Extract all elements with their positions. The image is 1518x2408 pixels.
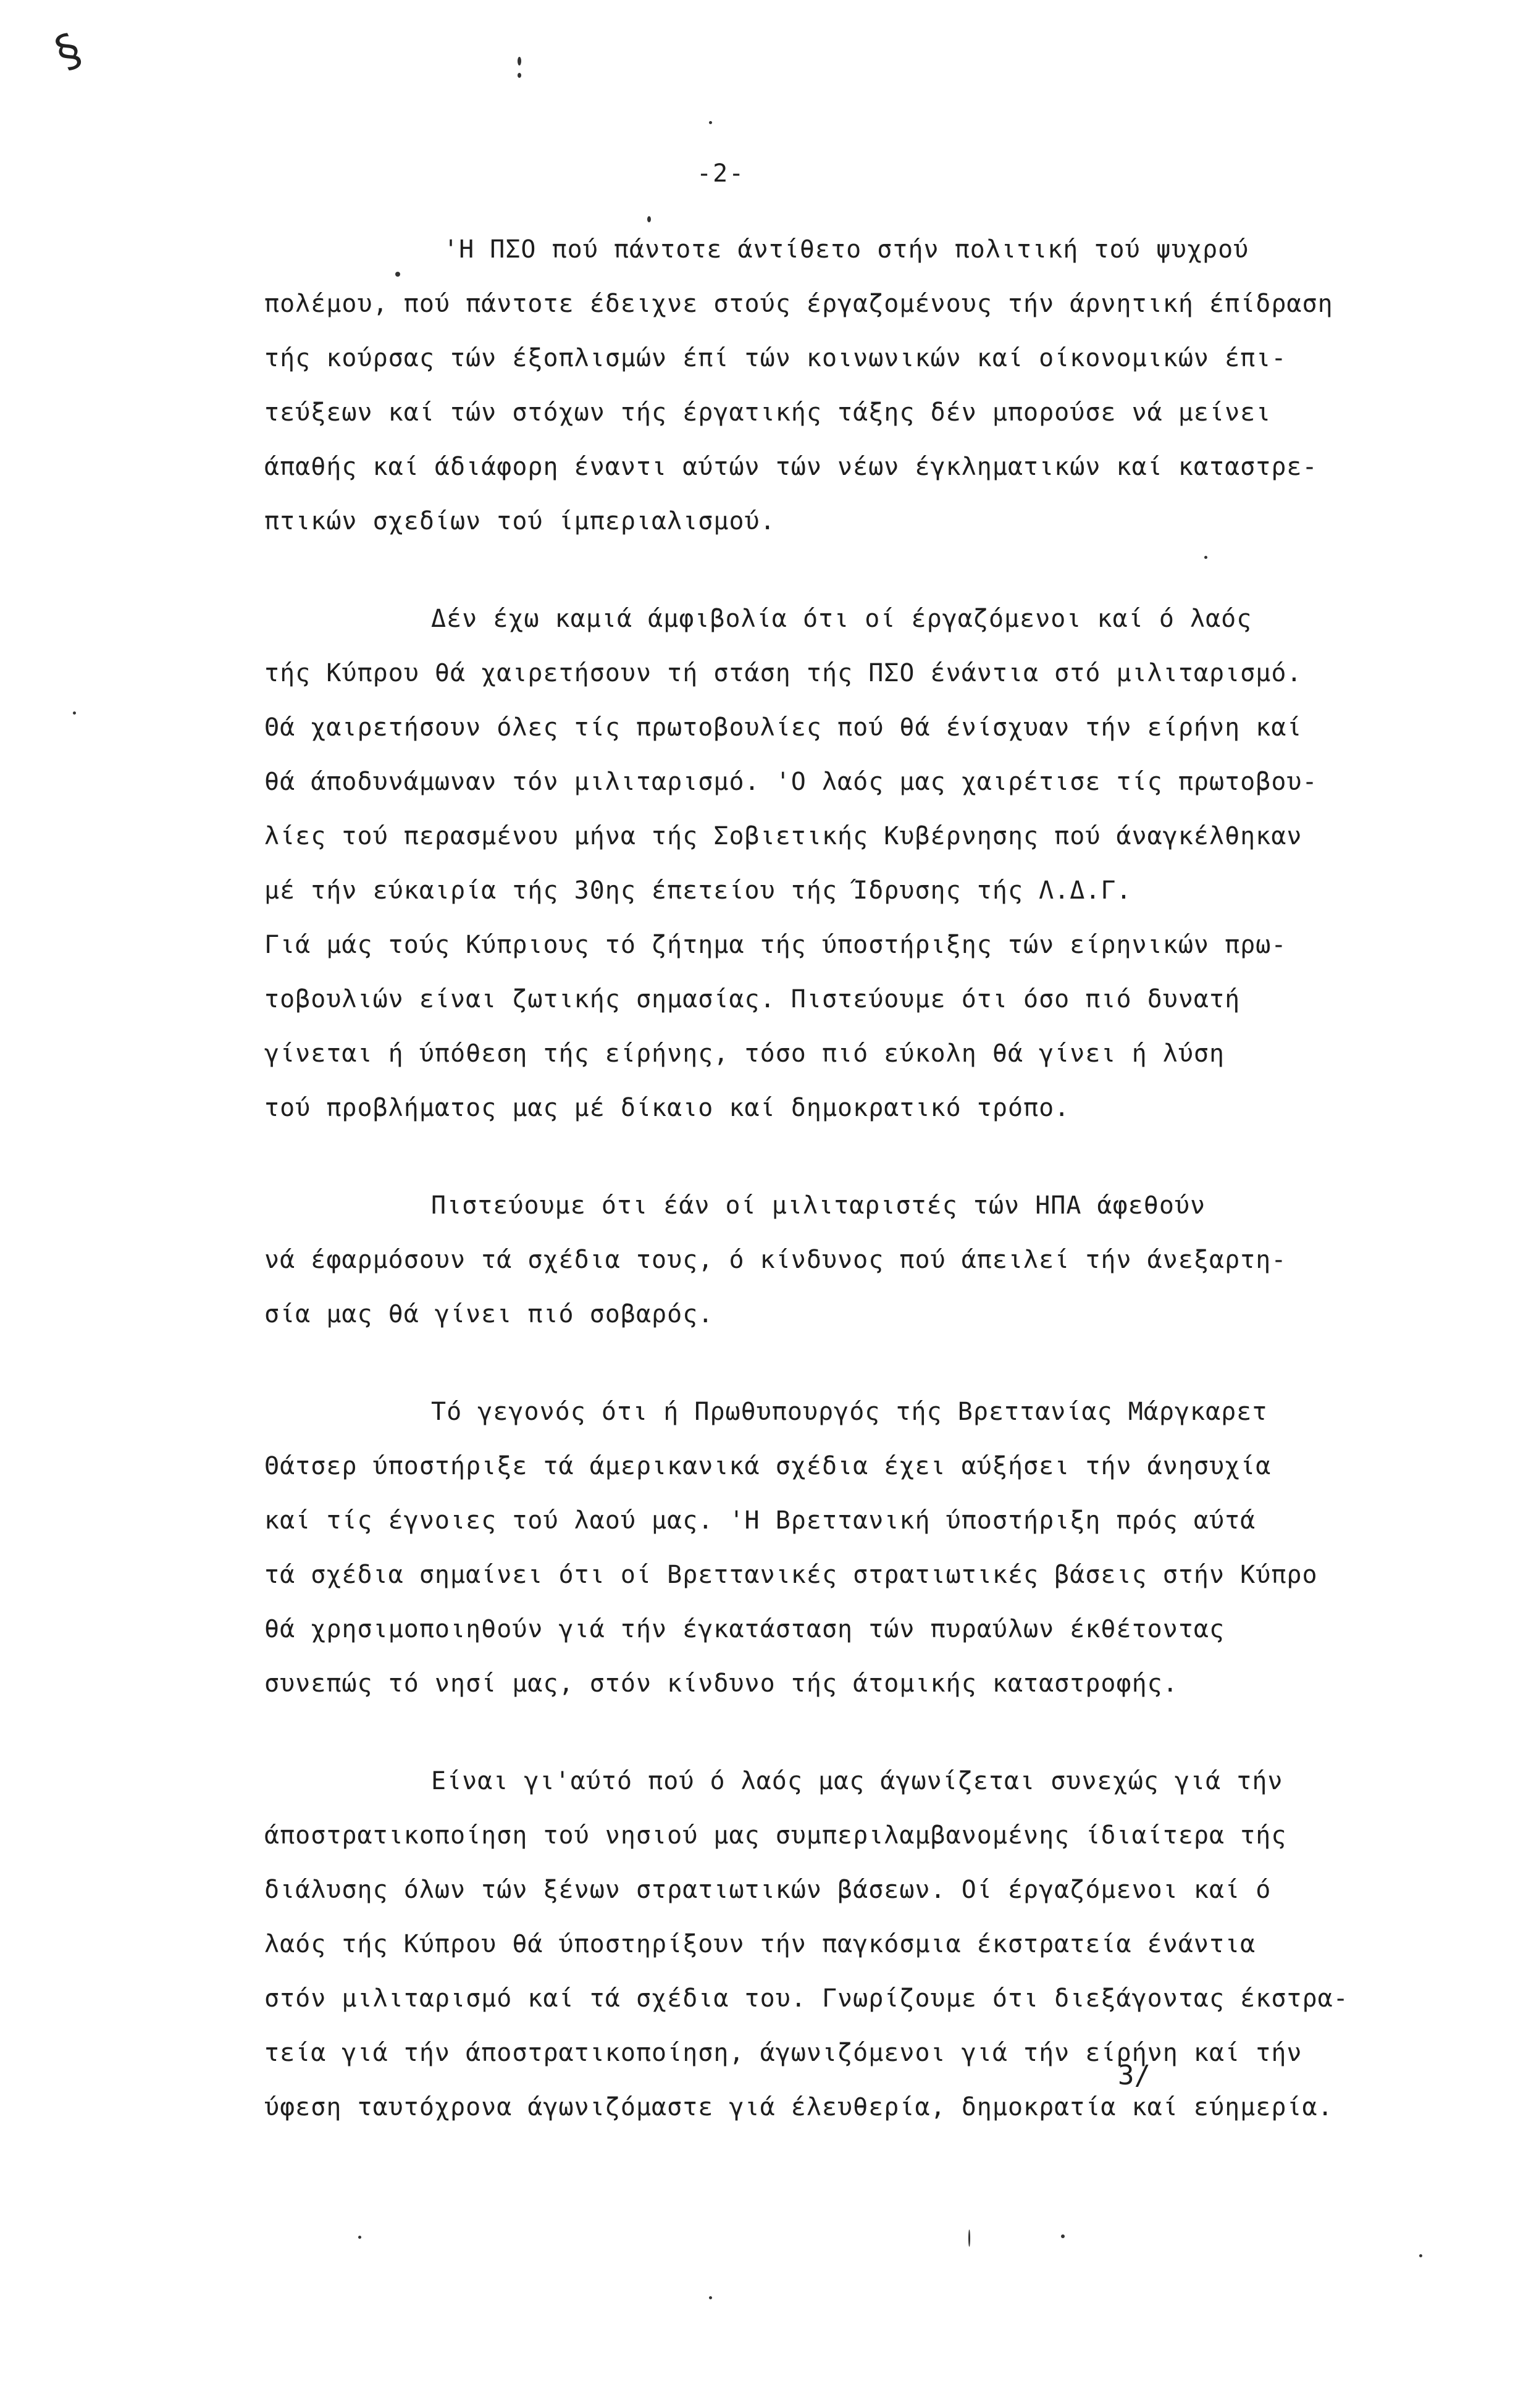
text-line: Γιά μάς τούς Κύπριους τό ζήτημα τής ύποστήριξης τών είρηνικών πρω- [264,931,1287,959]
text-line: άποστρατικοποίηση τού νησιού μας συμπεριλαμβανομένης ίδιαίτερα τής [264,1821,1287,1850]
page-number: -2- [697,159,745,188]
text-line: τά σχέδια σημαίνει ότι οί Βρεττανικές στρατιωτικές βάσεις στήν Κύπρο [264,1561,1318,1589]
text-line: διάλυσης όλων τών ξένων στρατιωτικών βάσεων. Οί έργαζόμενοι καί ό [264,1876,1272,1904]
text-line: στόν μιλιταρισμό καί τά σχέδια του. Γνωρίζουμε ότι διεξάγοντας έκστρα- [264,1984,1349,2013]
text-line: θά χρησιμοποιηθούν γιά τήν έγκατάσταση τών πυραύλων έκθέτοντας [264,1615,1225,1643]
text-line: τού προβλήματος μας μέ δίκαιο καί δημοκρατικό τρόπο. [264,1094,1070,1122]
text-line: άπαθής καί άδιάφορη έναντι αύτών τών νέων έγκληματικών καί καταστρε- [264,453,1318,481]
text-line: μέ τήν εύκαιρία τής 30ης έπετείου τής Ίδρυσης τής Λ.Δ.Γ. [264,876,1132,905]
paragraph-3 [264,1178,1339,1341]
text-line: τεία γιά τήν άποστρατικοποίηση, άγωνιζόμενοι γιά τήν είρήνη καί τήν [264,2039,1302,2067]
text-line: τής Κύπρου θά χαιρετήσουν τή στάση τής ΠΣΟ ένάντια στό μιλιταρισμό. [264,659,1302,687]
text-line: καί τίς έγνοιες τού λαού μας. 'Η Βρεττανική ύποστήριξη πρός αύτά [264,1506,1256,1535]
text-line: Δέν έχω καμιά άμφιβολία ότι οί έργαζόμενοι καί ό λαός [431,605,1252,633]
paragraph-4 [264,1385,1339,1711]
text-line: τοβουλιών είναι ζωτικής σημασίας. Πιστεύουμε ότι όσο πιό δυνατή [264,985,1241,1013]
text-line: λίες τού περασμένου μήνα τής Σοβιετικής Κυβέρνησης πού άναγκέλθηκαν [264,822,1302,850]
scan-speck [518,73,521,78]
corner-handwritten-mark: § [46,22,90,79]
scan-speck [709,2296,712,2299]
text-line: πολέμου, πού πάντοτε έδειχνε στούς έργαζομένους τήν άρνητική έπίδραση [264,290,1333,318]
text-line: 'Η ΠΣΟ πού πάντοτε άντίθετο στήν πολιτική τού ψυχρού [443,235,1249,264]
text-line: ύφεση ταυτόχρονα άγωνιζόμαστε γιά έλευθερία, δημοκρατία καί εύημερία. [264,2093,1333,2121]
scan-speck [358,2236,361,2239]
scan-speck [73,711,76,715]
scan-speck [518,57,521,65]
text-line: συνεπώς τό νησί μας, στόν κίνδυνο τής άτομικής καταστροφής. [264,1669,1178,1698]
text-line: γίνεται ή ύπόθεση τής είρήνης, τόσο πιό εύκολη θά γίνει ή λύση [264,1039,1225,1068]
paragraph-2 [264,592,1339,1135]
scan-speck [395,272,400,277]
text-line: σία μας θά γίνει πιό σοβαρός. [264,1300,714,1328]
letter-body [264,222,1349,2178]
scan-speck [647,216,651,222]
scan-speck [709,121,712,124]
paragraph-5 [264,1754,1349,2134]
text-line: Θά χαιρετήσουν όλες τίς πρωτοβουλίες πού θά ένίσχυαν τήν είρήνη καί [264,713,1302,742]
scan-speck [1204,556,1207,559]
text-line: Θάτσερ ύποστήριξε τά άμερικανικά σχέδια έχει αύξήσει τήν άνησυχία [264,1452,1272,1480]
scan-speck [1061,2234,1065,2238]
text-line: Πιστεύουμε ότι έάν οί μιλιταριστές τών ΗΠΑ άφεθούν [431,1191,1206,1220]
text-line: Τό γεγονός ότι ή Πρωθυπουργός τής Βρεττανίας Μάργκαρετ [431,1398,1268,1426]
text-line: θά άποδυνάμωναν τόν μιλιταρισμό. 'Ο λαός μας χαιρέτισε τίς πρωτοβου- [264,768,1318,796]
scan-speck [968,2230,970,2247]
text-line: τεύξεων καί τών στόχων τής έργατικής τάξης δέν μπορούσε νά μείνει [264,398,1272,427]
paragraph-1 [264,222,1339,548]
continuation-marker: 3/ [1118,2060,1151,2091]
text-line: τής κούρσας τών έξοπλισμών έπί τών κοινωνικών καί οίκονομικών έπι- [264,344,1287,372]
text-line: λαός τής Κύπρου θά ύποστηρίξουν τήν παγκόσμια έκστρατεία ένάντια [264,1930,1256,1958]
text-line: Είναι γι'αύτό πού ό λαός μας άγωνίζεται συνεχώς γιά τήν [431,1767,1283,1795]
scan-speck [1419,2254,1422,2257]
text-line: πτικών σχεδίων τού ίμπεριαλισμού. [264,507,776,535]
text-line: νά έφαρμόσουν τά σχέδια τους, ό κίνδυνος πού άπειλεί τήν άνεξαρτη- [264,1246,1287,1274]
